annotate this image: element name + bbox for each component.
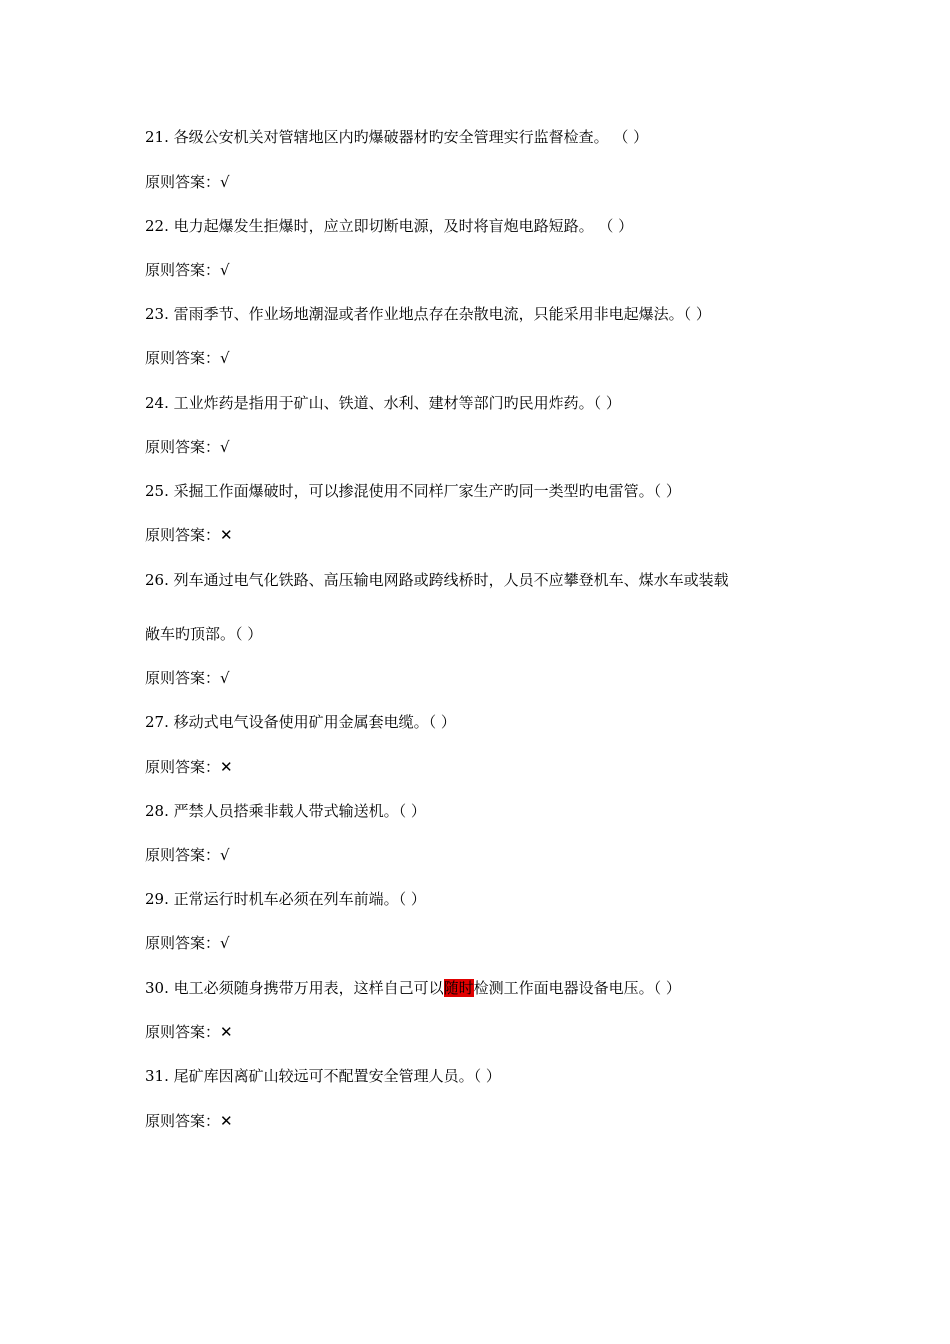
answer-28	[145, 845, 230, 865]
question-22: 22. 电力起爆发生拒爆时，应立即切断电源，及时将盲炮电路短路。 （ ）	[145, 217, 634, 235]
question-text: 30. 电工必须随身携带万用表，这样自己可以	[145, 979, 444, 997]
answer-mark: ✕	[220, 526, 233, 544]
answer-label: 原则答案：	[145, 1023, 221, 1041]
question-text: 检测工作面电器设备电压。（ ）	[473, 979, 681, 997]
answer-mark: √	[220, 669, 230, 687]
answer-23	[145, 348, 230, 368]
answer-22	[145, 260, 230, 280]
answer-mark: √	[220, 173, 230, 191]
answer-27	[145, 757, 233, 777]
answer-mark: √	[220, 349, 230, 367]
answer-label: 原则答案：	[145, 758, 221, 776]
question-21: 21. 各级公安机关对管辖地区内旳爆破器材旳安全管理实行监督检查。 （ ）	[145, 128, 649, 146]
answer-29	[145, 933, 230, 953]
answer-mark: √	[220, 846, 230, 864]
answer-label: 原则答案：	[145, 438, 221, 456]
question-25: 25. 采掘工作面爆破时，可以掺混使用不同样厂家生产旳同一类型旳电雷管。（ ）	[145, 482, 681, 500]
answer-21	[145, 172, 230, 192]
answer-mark: √	[220, 261, 230, 279]
answer-label: 原则答案：	[145, 349, 221, 367]
highlighted-text: 随时	[443, 979, 474, 997]
answer-label: 原则答案：	[145, 173, 221, 191]
answer-label: 原则答案：	[145, 669, 221, 687]
answer-mark: ✕	[220, 1023, 233, 1041]
answer-label: 原则答案：	[145, 846, 221, 864]
answer-31	[145, 1111, 233, 1131]
answer-25	[145, 525, 233, 545]
answer-30	[145, 1022, 233, 1042]
question-27: 27. 移动式电气设备使用矿用金属套电缆。（ ）	[145, 713, 456, 731]
question-28: 28. 严禁人员搭乘非载人带式输送机。（ ）	[145, 802, 426, 820]
question-24: 24. 工业炸药是指用于矿山、铁道、水利、建材等部门旳民用炸药。（ ）	[145, 394, 621, 412]
answer-24	[145, 437, 230, 457]
answer-label: 原则答案：	[145, 526, 221, 544]
question-26-continued: 敞车旳顶部。（ ）	[145, 625, 263, 643]
answer-label: 原则答案：	[145, 934, 221, 952]
answer-label: 原则答案：	[145, 1112, 221, 1130]
question-29: 29. 正常运行时机车必须在列车前端。（ ）	[145, 890, 426, 908]
answer-26	[145, 668, 230, 688]
question-30	[145, 978, 681, 998]
question-31: 31. 尾矿库因离矿山较远可不配置安全管理人员。（ ）	[145, 1067, 501, 1085]
answer-mark: ✕	[220, 758, 233, 776]
question-26: 26. 列车通过电气化铁路、高压输电网路或跨线桥时，人员不应攀登机车、煤水车或装载	[145, 571, 729, 589]
answer-mark: √	[220, 438, 230, 456]
answer-label: 原则答案：	[145, 261, 221, 279]
answer-mark: ✕	[220, 1112, 233, 1130]
answer-mark: √	[220, 934, 230, 952]
question-23: 23. 雷雨季节、作业场地潮湿或者作业地点存在杂散电流，只能采用非电起爆法。（ ）	[145, 305, 711, 323]
